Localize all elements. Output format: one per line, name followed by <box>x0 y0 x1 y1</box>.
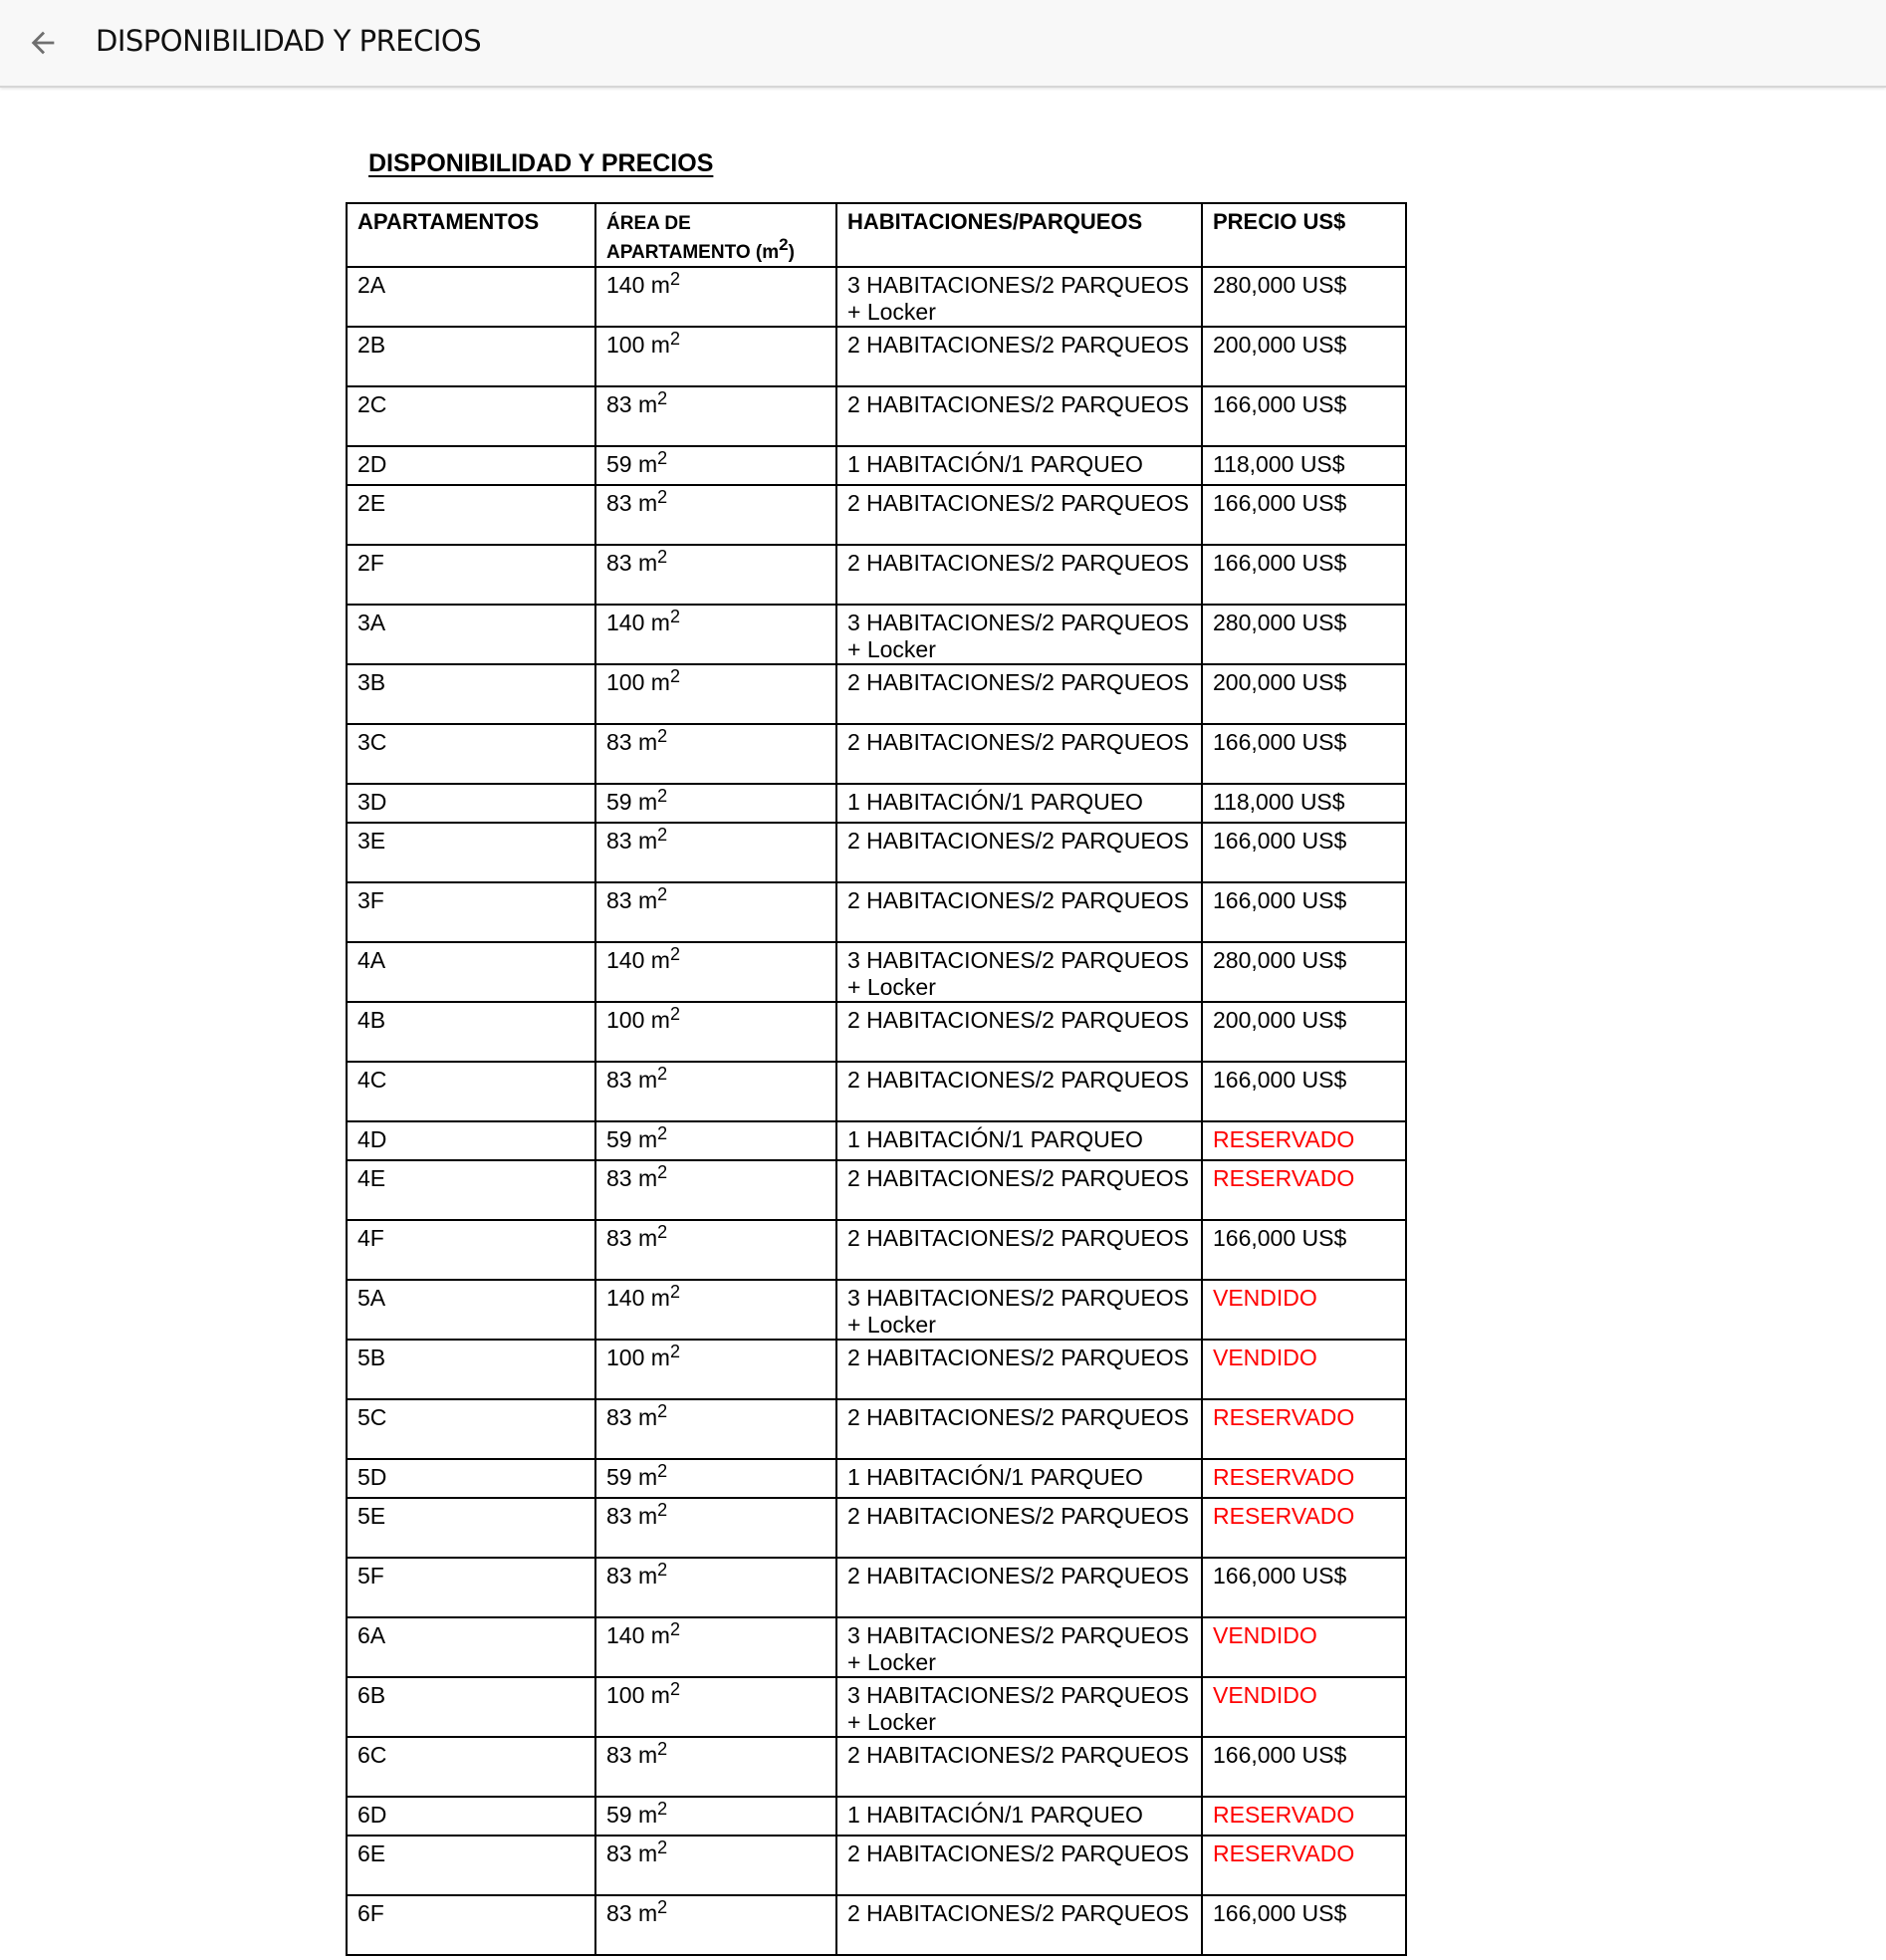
area-value: 83 m <box>606 887 658 913</box>
cell-rooms: 2 HABITACIONES/2 PARQUEOS <box>836 1062 1202 1121</box>
table-row <box>347 664 1406 724</box>
cell-apartment: 6E <box>347 1836 595 1895</box>
cell-rooms: 3 HABITACIONES/2 PARQUEOS + Locker <box>836 605 1202 664</box>
area-sup: 2 <box>669 666 680 686</box>
area-sup: 2 <box>657 487 668 507</box>
area-sup: 2 <box>669 269 680 289</box>
cell-rooms: 2 HABITACIONES/2 PARQUEOS <box>836 485 1202 545</box>
cell-apartment: 4B <box>347 1002 595 1062</box>
cell-rooms: 3 HABITACIONES/2 PARQUEOS + Locker <box>836 1677 1202 1737</box>
cell-area <box>595 267 836 327</box>
area-value: 83 m <box>606 1503 658 1529</box>
cell-price: 280,000 US$ <box>1202 605 1406 664</box>
cell-area <box>595 724 836 784</box>
cell-rooms: 3 HABITACIONES/2 PARQUEOS + Locker <box>836 1280 1202 1340</box>
cell-apartment: 5E <box>347 1498 595 1558</box>
cell-status: RESERVADO <box>1202 1399 1406 1459</box>
cell-apartment: 2C <box>347 386 595 446</box>
area-sup: 2 <box>657 1222 668 1242</box>
cell-status: RESERVADO <box>1202 1836 1406 1895</box>
cell-area <box>595 1280 836 1340</box>
area-value: 83 m <box>606 391 658 417</box>
table-row <box>347 1836 1406 1895</box>
area-value: 83 m <box>606 729 658 755</box>
cell-area <box>595 1498 836 1558</box>
cell-status: RESERVADO <box>1202 1498 1406 1558</box>
document-title: DISPONIBILIDAD Y PRECIOS <box>368 149 714 177</box>
cell-area <box>595 942 836 1002</box>
area-value: 83 m <box>606 490 658 516</box>
app-bar-title: DISPONIBILIDAD Y PRECIOS <box>96 24 482 58</box>
availability-table <box>346 202 1407 1956</box>
cell-price: 118,000 US$ <box>1202 784 1406 823</box>
cell-apartment: 5F <box>347 1558 595 1617</box>
header-area-close: ) <box>788 242 795 263</box>
header-area-sup: 2 <box>779 235 789 254</box>
cell-area <box>595 1160 836 1220</box>
header-area <box>595 203 836 267</box>
area-value: 140 m <box>606 1285 670 1311</box>
area-value: 100 m <box>606 332 670 358</box>
cell-apartment: 4D <box>347 1121 595 1160</box>
table-row <box>347 1340 1406 1399</box>
cell-status: VENDIDO <box>1202 1617 1406 1677</box>
cell-rooms: 2 HABITACIONES/2 PARQUEOS <box>836 724 1202 784</box>
cell-status: VENDIDO <box>1202 1677 1406 1737</box>
area-sup: 2 <box>657 825 668 845</box>
area-sup: 2 <box>657 388 668 408</box>
app-bar <box>0 0 1886 88</box>
cell-apartment: 6F <box>347 1895 595 1955</box>
cell-area <box>595 485 836 545</box>
area-sup: 2 <box>669 944 680 964</box>
area-sup: 2 <box>657 786 668 806</box>
area-value: 83 m <box>606 1840 658 1866</box>
table-row <box>347 1160 1406 1220</box>
cell-price: 166,000 US$ <box>1202 882 1406 942</box>
cell-apartment: 6B <box>347 1677 595 1737</box>
area-value: 59 m <box>606 1464 658 1490</box>
area-sup: 2 <box>657 1799 668 1819</box>
cell-price: 200,000 US$ <box>1202 327 1406 386</box>
cell-rooms: 1 HABITACIÓN/1 PARQUEO <box>836 1797 1202 1836</box>
area-value: 59 m <box>606 451 658 477</box>
cell-rooms: 1 HABITACIÓN/1 PARQUEO <box>836 1121 1202 1160</box>
cell-rooms: 2 HABITACIONES/2 PARQUEOS <box>836 1498 1202 1558</box>
cell-apartment: 2E <box>347 485 595 545</box>
cell-apartment: 5D <box>347 1459 595 1498</box>
cell-status: RESERVADO <box>1202 1459 1406 1498</box>
cell-area <box>595 1836 836 1895</box>
area-value: 59 m <box>606 1802 658 1828</box>
cell-rooms: 2 HABITACIONES/2 PARQUEOS <box>836 823 1202 882</box>
cell-area <box>595 1002 836 1062</box>
cell-price: 166,000 US$ <box>1202 1558 1406 1617</box>
cell-apartment: 4E <box>347 1160 595 1220</box>
cell-rooms: 1 HABITACIÓN/1 PARQUEO <box>836 784 1202 823</box>
area-sup: 2 <box>669 1679 680 1699</box>
area-value: 59 m <box>606 1126 658 1152</box>
table-row <box>347 1617 1406 1677</box>
table-row <box>347 1737 1406 1797</box>
cell-area <box>595 446 836 485</box>
table-row <box>347 1558 1406 1617</box>
area-sup: 2 <box>657 726 668 746</box>
table-row <box>347 545 1406 605</box>
area-sup: 2 <box>657 1461 668 1481</box>
cell-apartment: 3F <box>347 882 595 942</box>
cell-area <box>595 545 836 605</box>
cell-rooms: 2 HABITACIONES/2 PARQUEOS <box>836 1558 1202 1617</box>
cell-rooms: 3 HABITACIONES/2 PARQUEOS + Locker <box>836 1617 1202 1677</box>
arrow-left-icon[interactable] <box>26 26 60 60</box>
cell-area <box>595 823 836 882</box>
area-value: 100 m <box>606 1345 670 1370</box>
cell-rooms: 2 HABITACIONES/2 PARQUEOS <box>836 664 1202 724</box>
area-sup: 2 <box>669 1282 680 1302</box>
cell-apartment: 2D <box>347 446 595 485</box>
table-row <box>347 823 1406 882</box>
cell-apartment: 4A <box>347 942 595 1002</box>
table-row <box>347 882 1406 942</box>
table-row <box>347 724 1406 784</box>
cell-apartment: 2F <box>347 545 595 605</box>
area-value: 100 m <box>606 1007 670 1033</box>
table-row <box>347 942 1406 1002</box>
cell-area <box>595 327 836 386</box>
cell-apartment: 3B <box>347 664 595 724</box>
area-value: 83 m <box>606 1404 658 1430</box>
cell-price: 166,000 US$ <box>1202 724 1406 784</box>
cell-status: VENDIDO <box>1202 1280 1406 1340</box>
area-sup: 2 <box>657 448 668 468</box>
cell-price: 166,000 US$ <box>1202 1895 1406 1955</box>
area-value: 100 m <box>606 669 670 695</box>
cell-area <box>595 1220 836 1280</box>
table-row <box>347 446 1406 485</box>
table-row <box>347 1220 1406 1280</box>
header-precio: PRECIO US$ <box>1202 203 1406 267</box>
cell-rooms: 1 HABITACIÓN/1 PARQUEO <box>836 446 1202 485</box>
cell-area <box>595 1340 836 1399</box>
cell-apartment: 5A <box>347 1280 595 1340</box>
area-sup: 2 <box>657 1560 668 1580</box>
header-apartamentos: APARTAMENTOS <box>347 203 595 267</box>
area-sup: 2 <box>657 884 668 904</box>
cell-status: VENDIDO <box>1202 1340 1406 1399</box>
cell-price: 166,000 US$ <box>1202 485 1406 545</box>
cell-rooms: 2 HABITACIONES/2 PARQUEOS <box>836 386 1202 446</box>
cell-area <box>595 1062 836 1121</box>
cell-rooms: 3 HABITACIONES/2 PARQUEOS + Locker <box>836 942 1202 1002</box>
area-value: 100 m <box>606 1682 670 1708</box>
area-sup: 2 <box>657 1162 668 1182</box>
cell-rooms: 2 HABITACIONES/2 PARQUEOS <box>836 1340 1202 1399</box>
area-value: 59 m <box>606 789 658 815</box>
cell-area <box>595 1797 836 1836</box>
area-sup: 2 <box>657 1838 668 1857</box>
cell-area <box>595 1737 836 1797</box>
cell-area <box>595 664 836 724</box>
cell-price: 118,000 US$ <box>1202 446 1406 485</box>
cell-price: 166,000 US$ <box>1202 823 1406 882</box>
cell-rooms: 2 HABITACIONES/2 PARQUEOS <box>836 1160 1202 1220</box>
cell-rooms: 1 HABITACIÓN/1 PARQUEO <box>836 1459 1202 1498</box>
cell-rooms: 2 HABITACIONES/2 PARQUEOS <box>836 1002 1202 1062</box>
cell-rooms: 2 HABITACIONES/2 PARQUEOS <box>836 1220 1202 1280</box>
cell-price: 166,000 US$ <box>1202 1737 1406 1797</box>
cell-apartment: 4F <box>347 1220 595 1280</box>
area-sup: 2 <box>657 1897 668 1917</box>
cell-rooms: 2 HABITACIONES/2 PARQUEOS <box>836 327 1202 386</box>
table-row <box>347 485 1406 545</box>
area-sup: 2 <box>657 1500 668 1520</box>
table-row <box>347 1677 1406 1737</box>
area-sup: 2 <box>657 1123 668 1143</box>
area-value: 83 m <box>606 550 658 576</box>
table-row <box>347 267 1406 327</box>
area-value: 140 m <box>606 610 670 635</box>
area-value: 140 m <box>606 272 670 298</box>
cell-rooms: 3 HABITACIONES/2 PARQUEOS + Locker <box>836 267 1202 327</box>
cell-apartment: 3E <box>347 823 595 882</box>
table-row <box>347 1459 1406 1498</box>
cell-apartment: 4C <box>347 1062 595 1121</box>
area-value: 83 m <box>606 1067 658 1093</box>
cell-apartment: 3D <box>347 784 595 823</box>
cell-rooms: 2 HABITACIONES/2 PARQUEOS <box>836 882 1202 942</box>
area-value: 83 m <box>606 1742 658 1768</box>
cell-apartment: 6A <box>347 1617 595 1677</box>
cell-rooms: 2 HABITACIONES/2 PARQUEOS <box>836 1836 1202 1895</box>
table-row <box>347 1797 1406 1836</box>
cell-area <box>595 1399 836 1459</box>
table-row <box>347 386 1406 446</box>
cell-rooms: 2 HABITACIONES/2 PARQUEOS <box>836 1737 1202 1797</box>
cell-price: 280,000 US$ <box>1202 942 1406 1002</box>
cell-area <box>595 386 836 446</box>
table-row <box>347 327 1406 386</box>
header-habitaciones: HABITACIONES/PARQUEOS <box>836 203 1202 267</box>
cell-rooms: 2 HABITACIONES/2 PARQUEOS <box>836 545 1202 605</box>
cell-apartment: 6D <box>347 1797 595 1836</box>
cell-apartment: 2B <box>347 327 595 386</box>
table-row <box>347 1062 1406 1121</box>
cell-price: 166,000 US$ <box>1202 386 1406 446</box>
cell-apartment: 5C <box>347 1399 595 1459</box>
cell-price: 166,000 US$ <box>1202 1220 1406 1280</box>
area-value: 83 m <box>606 1563 658 1589</box>
area-sup: 2 <box>669 329 680 349</box>
cell-area <box>595 605 836 664</box>
table-row <box>347 1399 1406 1459</box>
header-area-line2: APARTAMENTO (m <box>606 242 780 263</box>
cell-area <box>595 1121 836 1160</box>
cell-apartment: 3A <box>347 605 595 664</box>
cell-rooms: 2 HABITACIONES/2 PARQUEOS <box>836 1399 1202 1459</box>
table-row <box>347 1002 1406 1062</box>
area-value: 140 m <box>606 947 670 973</box>
cell-area <box>595 1895 836 1955</box>
cell-area <box>595 1459 836 1498</box>
cell-area <box>595 1558 836 1617</box>
area-value: 83 m <box>606 828 658 854</box>
cell-area <box>595 1677 836 1737</box>
area-sup: 2 <box>669 1619 680 1639</box>
area-sup: 2 <box>657 1739 668 1759</box>
area-sup: 2 <box>669 1004 680 1024</box>
area-sup: 2 <box>669 607 680 626</box>
cell-price: 200,000 US$ <box>1202 1002 1406 1062</box>
cell-apartment: 5B <box>347 1340 595 1399</box>
area-sup: 2 <box>669 1342 680 1361</box>
cell-price: 166,000 US$ <box>1202 545 1406 605</box>
area-value: 83 m <box>606 1165 658 1191</box>
area-sup: 2 <box>657 1064 668 1084</box>
area-value: 83 m <box>606 1900 658 1926</box>
cell-status: RESERVADO <box>1202 1121 1406 1160</box>
table-row <box>347 1498 1406 1558</box>
cell-apartment: 3C <box>347 724 595 784</box>
table-row <box>347 1121 1406 1160</box>
table-row <box>347 1280 1406 1340</box>
area-value: 83 m <box>606 1225 658 1251</box>
cell-rooms: 2 HABITACIONES/2 PARQUEOS <box>836 1895 1202 1955</box>
cell-apartment: 2A <box>347 267 595 327</box>
area-sup: 2 <box>657 547 668 567</box>
cell-status: RESERVADO <box>1202 1160 1406 1220</box>
area-sup: 2 <box>657 1401 668 1421</box>
table-header-row <box>347 203 1406 267</box>
cell-price: 200,000 US$ <box>1202 664 1406 724</box>
cell-area <box>595 882 836 942</box>
area-value: 140 m <box>606 1622 670 1648</box>
cell-area <box>595 784 836 823</box>
table-row <box>347 784 1406 823</box>
cell-price: 280,000 US$ <box>1202 267 1406 327</box>
cell-price: 166,000 US$ <box>1202 1062 1406 1121</box>
cell-status: RESERVADO <box>1202 1797 1406 1836</box>
header-area-line1: ÁREA DE <box>606 213 691 234</box>
cell-apartment: 6C <box>347 1737 595 1797</box>
table-row <box>347 1895 1406 1955</box>
table-row <box>347 605 1406 664</box>
cell-area <box>595 1617 836 1677</box>
